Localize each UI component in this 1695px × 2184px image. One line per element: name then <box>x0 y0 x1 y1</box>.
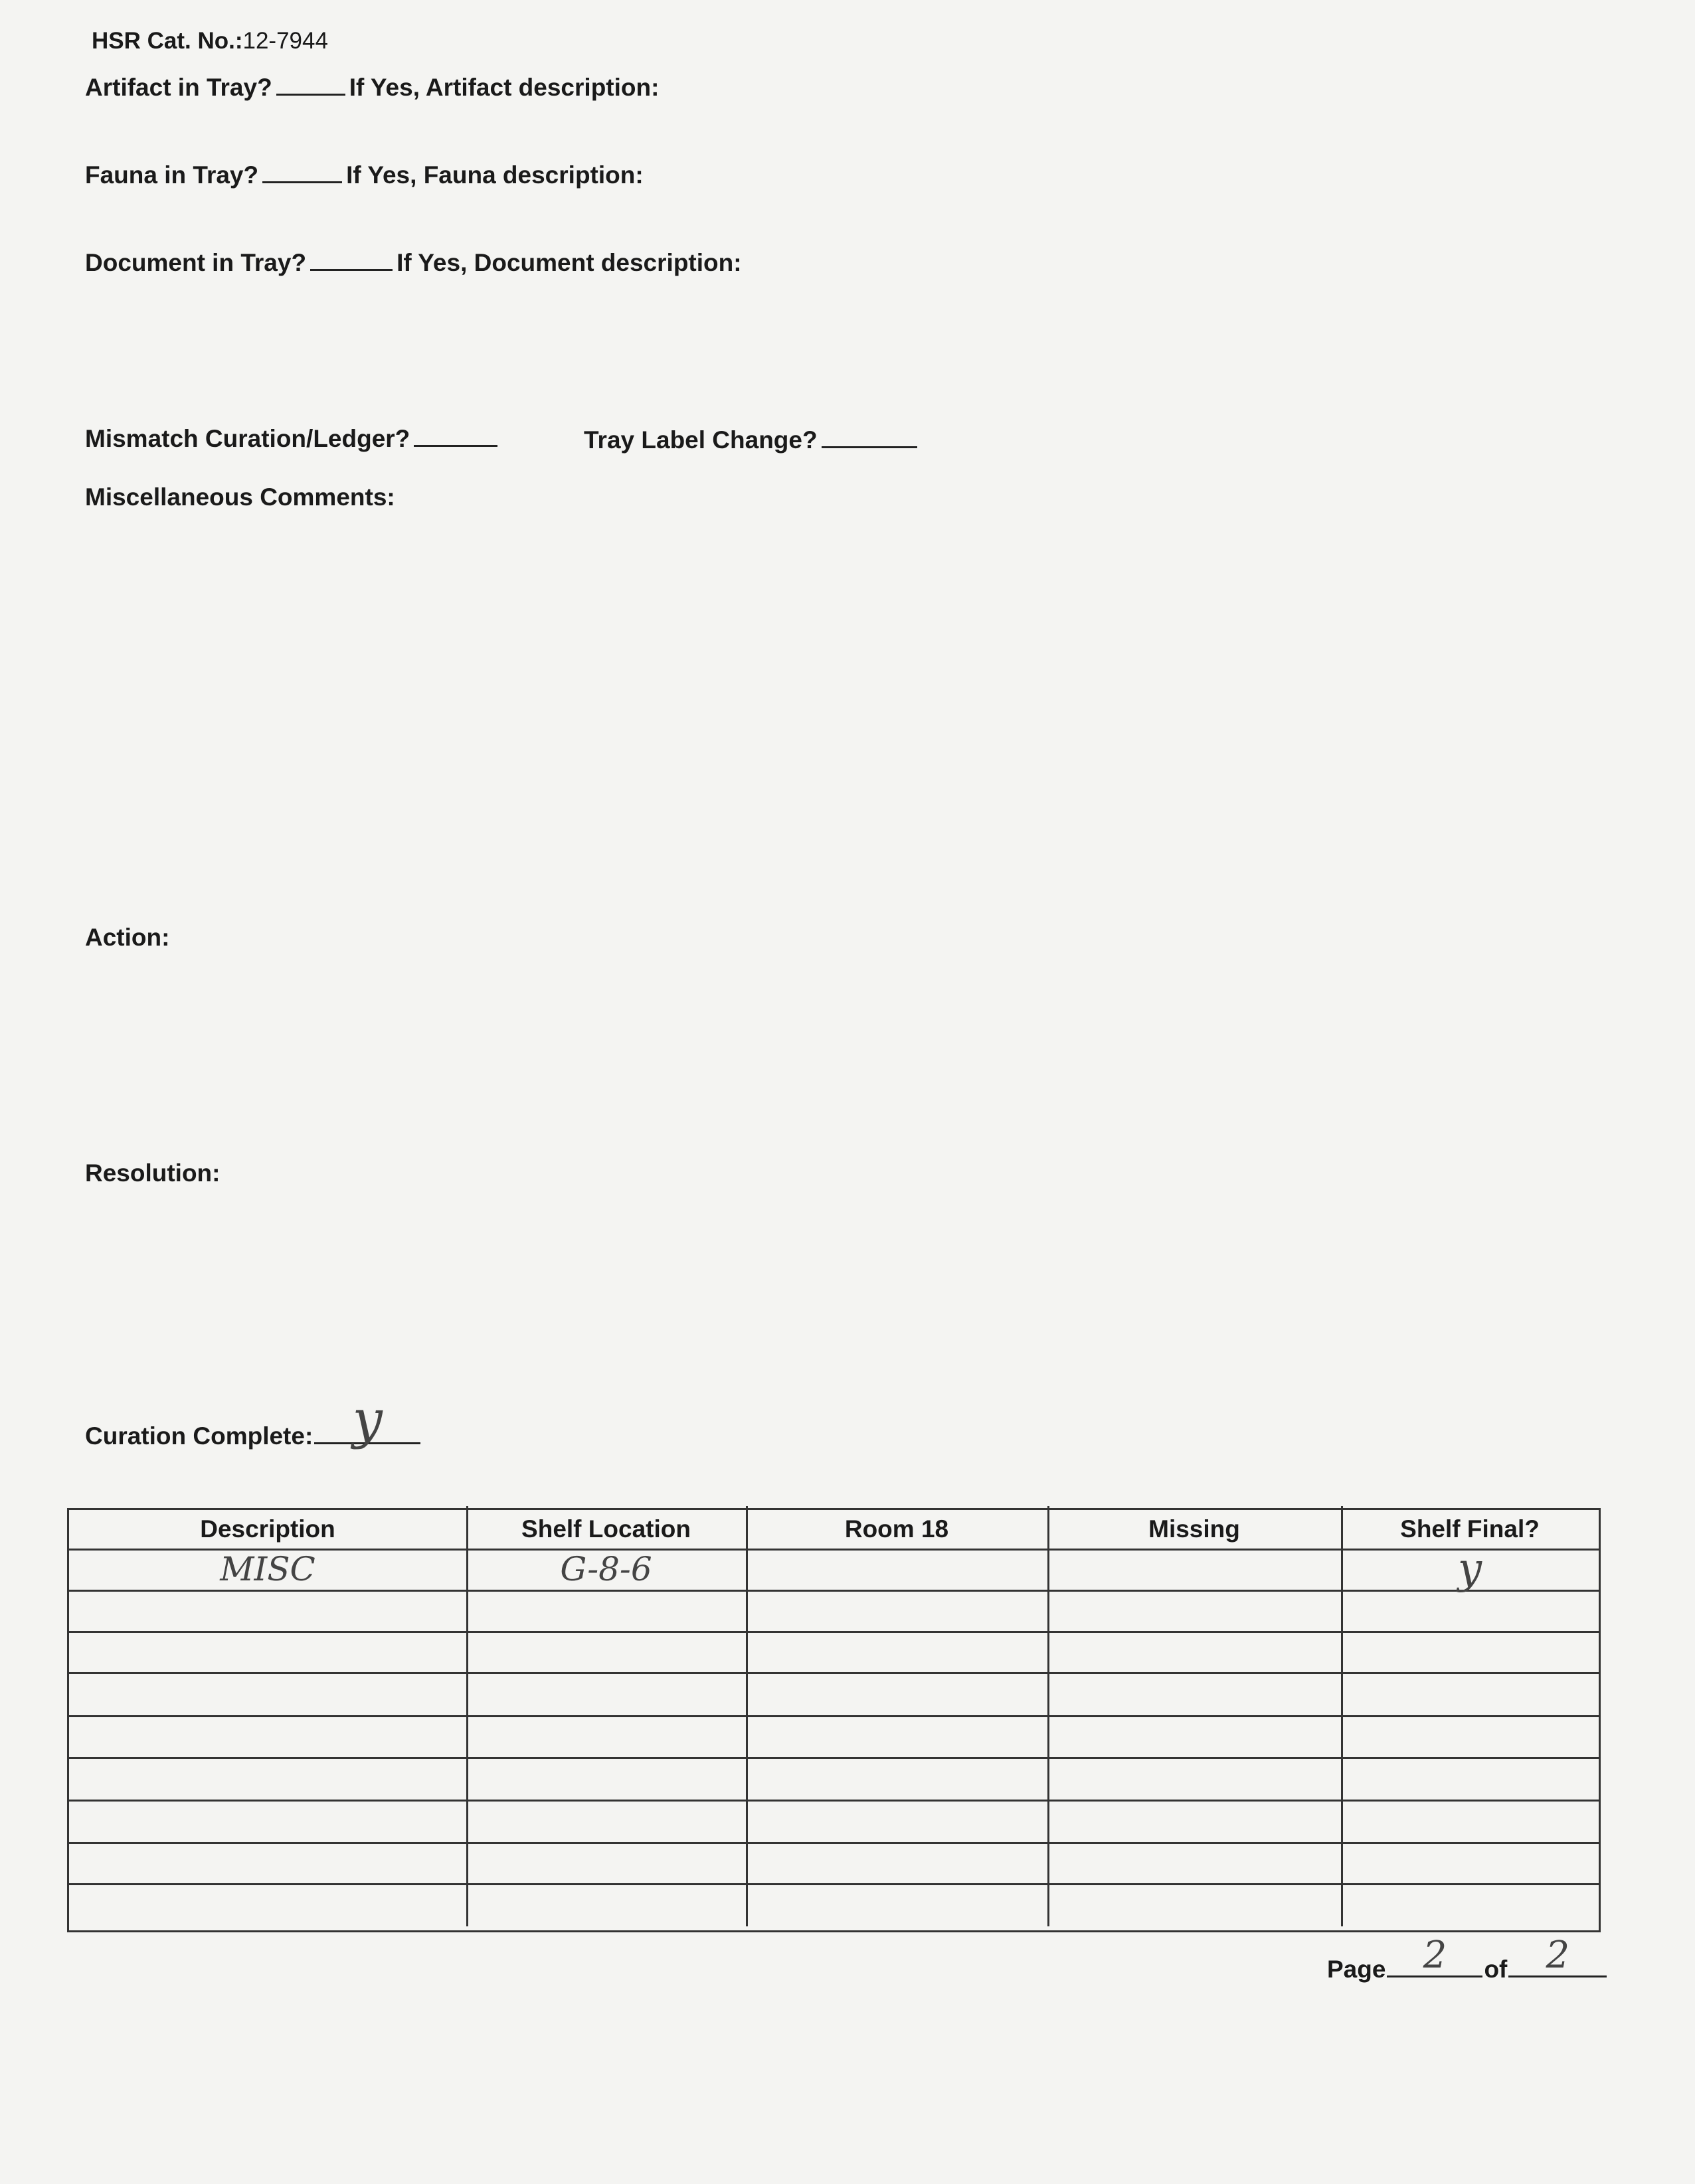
artifact-answer-field[interactable] <box>276 74 345 96</box>
row-divider <box>69 1631 1599 1633</box>
catalog-number-line <box>92 28 328 54</box>
artifact-description-label: If Yes, Artifact description: <box>349 74 660 101</box>
mismatch-question: Mismatch Curation/Ledger? <box>85 425 410 452</box>
column-header-description: Description <box>200 1515 335 1543</box>
catalog-label: HSR Cat. No.: <box>92 28 243 54</box>
tray-label-question: Tray Label Change? <box>584 426 818 454</box>
cell-description[interactable]: MISC <box>220 1550 315 1588</box>
catalog-number: 12-7944 <box>242 28 328 54</box>
mismatch-answer-field[interactable] <box>414 425 497 447</box>
column-header-shelf-final: Shelf Final? <box>1400 1515 1540 1543</box>
row-divider <box>69 1757 1599 1759</box>
total-pages-value: 2 <box>1546 1934 1570 1977</box>
curation-table <box>67 1508 1601 1932</box>
cell-room-18[interactable] <box>746 1549 1047 1590</box>
fauna-question: Fauna in Tray? <box>85 161 259 189</box>
curation-complete-row <box>85 1388 424 1450</box>
misc-comments-label: Miscellaneous Comments: <box>85 483 395 511</box>
artifact-question: Artifact in Tray? <box>85 74 272 101</box>
row-divider <box>69 1715 1599 1717</box>
document-question: Document in Tray? <box>85 249 307 276</box>
fauna-row <box>85 161 644 189</box>
page-number-field[interactable] <box>1387 1934 1482 1977</box>
resolution-label: Resolution: <box>85 1159 221 1187</box>
cell-missing[interactable] <box>1047 1549 1341 1590</box>
document-row <box>85 249 742 277</box>
page-footer <box>1327 1934 1608 1983</box>
row-divider <box>69 1842 1599 1844</box>
page-label: Page <box>1327 1956 1386 1983</box>
column-header-missing: Missing <box>1148 1515 1240 1543</box>
curation-complete-label: Curation Complete: <box>85 1422 313 1450</box>
curation-complete-field[interactable] <box>314 1388 420 1450</box>
artifact-row <box>85 74 659 102</box>
row-divider <box>69 1883 1599 1885</box>
cell-shelf-location[interactable]: G-8-6 <box>560 1550 652 1588</box>
cell-shelf-final[interactable]: y <box>1457 1545 1482 1594</box>
curation-complete-value: y <box>352 1388 383 1450</box>
fauna-answer-field[interactable] <box>262 161 342 183</box>
of-label: of <box>1484 1956 1508 1983</box>
document-description-label: If Yes, Document description: <box>397 249 742 276</box>
tray-label-answer-field[interactable] <box>822 426 917 448</box>
row-divider <box>69 1672 1599 1674</box>
row-divider <box>69 1800 1599 1802</box>
fauna-description-label: If Yes, Fauna description: <box>346 161 644 189</box>
tray-label-row <box>584 426 921 454</box>
action-label: Action: <box>85 924 170 951</box>
column-header-room-18: Room 18 <box>844 1515 949 1543</box>
column-header-shelf-location: Shelf Location <box>521 1515 691 1543</box>
page-number-value: 2 <box>1423 1934 1447 1977</box>
row-divider <box>69 1590 1599 1592</box>
document-answer-field[interactable] <box>310 249 393 271</box>
mismatch-row <box>85 425 501 453</box>
total-pages-field[interactable] <box>1508 1934 1607 1977</box>
